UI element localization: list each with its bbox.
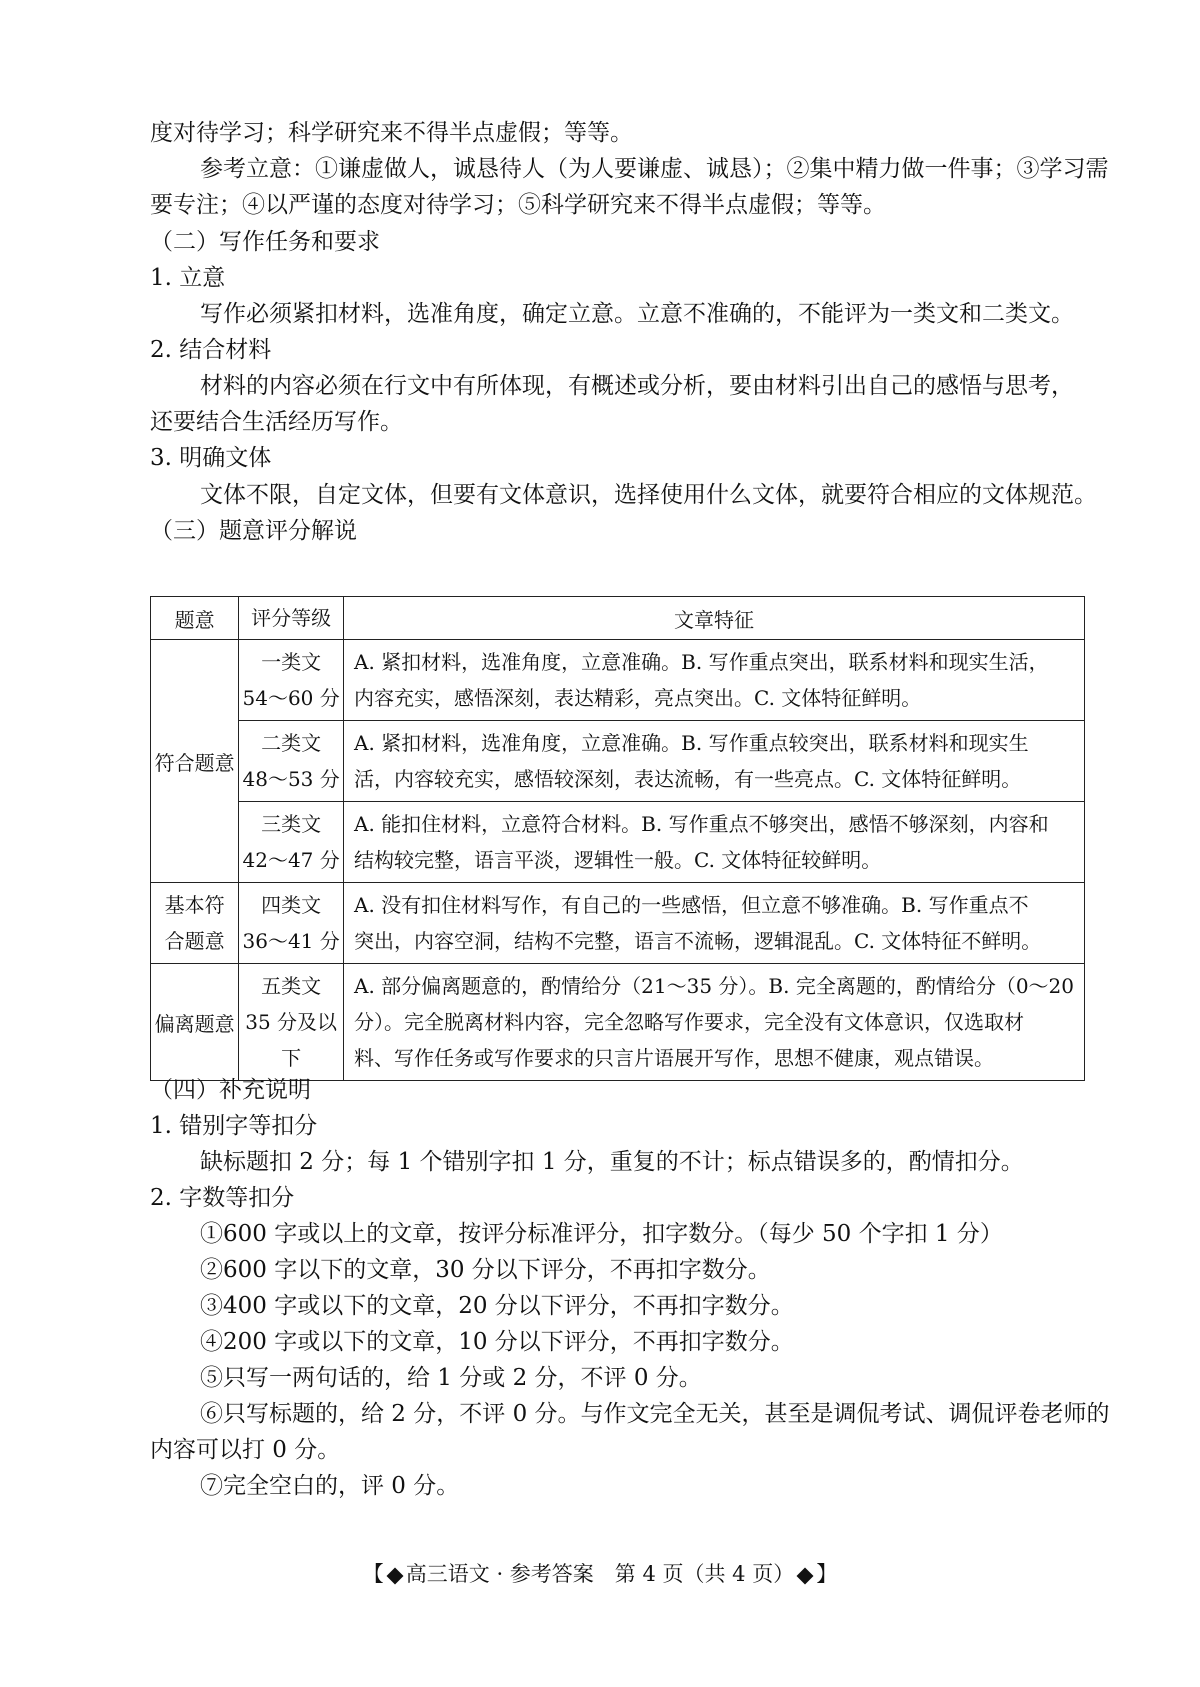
grade-name: 一类文 <box>261 650 322 674</box>
grade-name: 三类文 <box>261 812 322 836</box>
grading-table <box>150 596 1085 1081</box>
text-line: 缺标题扣 2 分；每 1 个错别字扣 1 分，重复的不计；标点错误多的，酌情扣分。 <box>200 1149 1024 1175</box>
desc-line: A. 没有扣住材料写作，有自己的一些感悟，但立意不够准确。B. 写作重点不 <box>354 893 1029 917</box>
text-line: 度对待学习；科学研究来不得半点虚假；等等。 <box>150 120 633 146</box>
text-line: 材料的内容必须在行文中有所体现，有概述或分析，要由材料引出自己的感悟与思考， <box>200 373 1074 399</box>
grade-name: 四类文 <box>261 893 322 917</box>
table-header: 评分等级 <box>239 597 344 640</box>
table-header: 题意 <box>151 597 239 640</box>
group-label-line: 基本符 <box>164 893 225 917</box>
grade-score: 48～53 分 <box>242 767 340 791</box>
text-line: 文体不限，自定文体，但要有文体意识，选择使用什么文体，就要符合相应的文体规范。 <box>200 482 1097 508</box>
page-footer <box>0 1558 1200 1588</box>
group-label <box>151 640 239 883</box>
desc-line: 活，内容较充实，感悟较深刻，表达流畅，有一些亮点。C. 文体特征鲜明。 <box>354 767 1022 791</box>
desc-line: 料、写作任务或写作要求的只言片语展开写作，思想不健康，观点错误。 <box>354 1046 994 1070</box>
sub-heading: 1. 立意 <box>150 265 226 291</box>
table-row <box>151 721 1085 802</box>
grade-cell <box>239 721 344 802</box>
desc-line: A. 紧扣材料，选准角度，立意准确。B. 写作重点较突出，联系材料和现实生 <box>354 731 1029 755</box>
text-line: 参考立意：①谦虚做人，诚恳待人（为人要谦虚、诚恳）；②集中精力做一件事；③学习需 <box>200 156 1109 182</box>
table-row <box>151 964 1085 1081</box>
footer-bracket-close: 】 <box>816 1562 838 1586</box>
desc-line: 分）。完全脱离材料内容，完全忽略写作要求，完全没有文体意识，仅选取材 <box>354 1010 1024 1034</box>
grade-cell <box>239 883 344 964</box>
grade-score: 36～41 分 <box>242 929 340 953</box>
text-line: ②600 字以下的文章，30 分以下评分，不再扣字数分。 <box>200 1257 771 1283</box>
footer-text: 高三语文 · 参考答案 第 4 页（共 4 页） <box>405 1562 795 1586</box>
table-row <box>151 883 1085 964</box>
table-row <box>151 802 1085 883</box>
text-line: 还要结合生活经历写作。 <box>150 409 403 435</box>
grade-name: 五类文 <box>261 974 322 998</box>
section-heading: （二）写作任务和要求 <box>150 229 380 255</box>
group-label <box>151 964 239 1081</box>
sub-heading: 1. 错别字等扣分 <box>150 1113 318 1139</box>
text-line: ③400 字或以下的文章，20 分以下评分，不再扣字数分。 <box>200 1293 794 1319</box>
diamond-icon <box>386 1567 403 1584</box>
section-heading: （三）题意评分解说 <box>150 518 357 544</box>
sub-heading: 2. 结合材料 <box>150 337 272 363</box>
desc-line: 结构较完整，语言平淡，逻辑性一般。C. 文体特征较鲜明。 <box>354 848 882 872</box>
text-line: ④200 字或以下的文章，10 分以下评分，不再扣字数分。 <box>200 1329 794 1355</box>
desc-line: A. 能扣住材料，立意符合材料。B. 写作重点不够突出，感悟不够深刻，内容和 <box>354 812 1049 836</box>
sub-heading: 3. 明确文体 <box>150 445 272 471</box>
text-line: ①600 字或以上的文章，按评分标准评分，扣字数分。（每少 50 个字扣 1 分） <box>200 1221 1003 1247</box>
section-heading: （四）补充说明 <box>150 1077 311 1103</box>
text-line: 写作必须紧扣材料，选准角度，确定立意。立意不准确的，不能评为一类文和二类文。 <box>200 301 1074 327</box>
desc-cell <box>344 721 1085 802</box>
desc-cell <box>344 802 1085 883</box>
group-label-line: 合题意 <box>164 929 225 953</box>
grade-score: 35 分及以下 <box>245 1010 338 1070</box>
text-line: ⑦完全空白的，评 0 分。 <box>200 1473 460 1499</box>
desc-line: A. 部分偏离题意的，酌情给分（21～35 分）。B. 完全离题的，酌情给分（0～20 <box>354 974 1074 998</box>
grade-cell <box>239 640 344 721</box>
table-header: 文章特征 <box>344 597 1085 640</box>
grade-cell <box>239 802 344 883</box>
group-label-line: 符合题意 <box>154 750 235 775</box>
text-line: ⑥只写标题的，给 2 分，不评 0 分。与作文完全无关，甚至是调侃考试、调侃评卷老师的 <box>200 1401 1110 1427</box>
text-line: ⑤只写一两句话的，给 1 分或 2 分，不评 0 分。 <box>200 1365 702 1391</box>
grade-score: 54～60 分 <box>242 686 340 710</box>
desc-cell <box>344 640 1085 721</box>
desc-line: 突出，内容空洞，结构不完整，语言不流畅，逻辑混乱。C. 文体特征不鲜明。 <box>354 929 1042 953</box>
grade-cell <box>239 964 344 1081</box>
table-row <box>151 640 1085 721</box>
desc-cell <box>344 964 1085 1081</box>
text-line: 内容可以打 0 分。 <box>150 1437 341 1463</box>
group-label <box>151 883 239 964</box>
group-label-line: 偏离题意 <box>154 1011 235 1036</box>
sub-heading: 2. 字数等扣分 <box>150 1185 295 1211</box>
desc-cell <box>344 883 1085 964</box>
grade-name: 二类文 <box>261 731 322 755</box>
desc-line: 内容充实，感悟深刻，表达精彩，亮点突出。C. 文体特征鲜明。 <box>354 686 922 710</box>
grade-score: 42～47 分 <box>242 848 340 872</box>
desc-line: A. 紧扣材料，选准角度，立意准确。B. 写作重点突出，联系材料和现实生活， <box>354 650 1049 674</box>
diamond-icon <box>797 1567 814 1584</box>
footer-bracket-open: 【 <box>362 1562 384 1586</box>
table-header-row <box>151 597 1085 640</box>
text-line: 要专注；④以严谨的态度对待学习；⑤科学研究来不得半点虚假；等等。 <box>150 192 886 218</box>
